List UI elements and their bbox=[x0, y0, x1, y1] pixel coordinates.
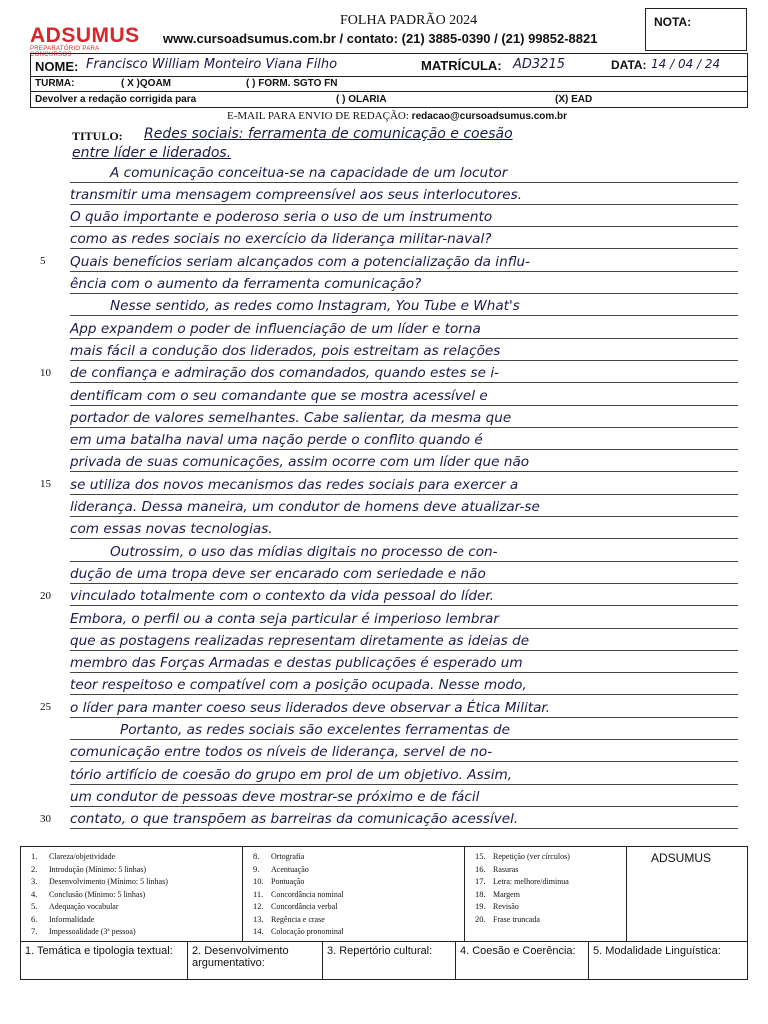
essay-line-text: de confiança e admiração dos comandados, quando estes se i- bbox=[70, 365, 499, 382]
criterion-item bbox=[253, 876, 304, 886]
score-field[interactable]: 3. Repertório cultural: bbox=[323, 942, 456, 979]
class-row bbox=[30, 77, 748, 92]
criterion-number: 14. bbox=[253, 926, 264, 936]
essay-line-text: com essas novas tecnologias. bbox=[70, 521, 273, 538]
criterion-number: 3. bbox=[31, 876, 38, 886]
essay-line-text: comunicação entre todos os níveis de liderança, servel de no- bbox=[70, 744, 493, 761]
title-label: TITULO: bbox=[72, 129, 123, 143]
return-label: Devolver a redação corrigida para bbox=[35, 94, 197, 105]
criterion-number: 6. bbox=[31, 913, 38, 924]
essay-line bbox=[70, 517, 738, 540]
essay-line bbox=[70, 294, 738, 317]
criterion-number: 19. bbox=[475, 901, 486, 911]
essay-line-text: portador de valores semelhantes. Cabe salientar, da mesma que bbox=[70, 409, 512, 426]
criterion-item bbox=[31, 901, 119, 911]
essay-line-text: O quão importante e poderoso seria o uso de um instrumento bbox=[70, 209, 493, 226]
line-number: 25 bbox=[40, 701, 51, 714]
logo-tagline: PREPARATÓRIO PARA CONCURSOS bbox=[30, 46, 100, 58]
criterion-label: Ortografia bbox=[271, 852, 305, 861]
line-number: 15 bbox=[40, 478, 51, 491]
essay-line bbox=[70, 807, 738, 830]
essay-line-text: dentificam com o seu comandante que se mostra acessível e bbox=[70, 387, 488, 404]
title-line-2: entre líder e liderados. bbox=[72, 145, 232, 161]
criterion-item bbox=[31, 851, 115, 861]
essay-line bbox=[70, 361, 738, 384]
essay-line-text: transmitir uma mensagem compreensível aos seus interlocutores. bbox=[70, 186, 523, 203]
criteria-panel bbox=[20, 846, 748, 942]
essay-line-text: Portanto, as redes sociais são excelentes ferramentas de bbox=[120, 722, 510, 738]
return-option-olaria[interactable]: ( ) OLARIA bbox=[336, 94, 387, 105]
essay-line bbox=[70, 584, 738, 607]
criterion-item bbox=[31, 864, 146, 874]
registration-label: MATRÍCULA: bbox=[421, 58, 502, 73]
criterion-label: Acentuação bbox=[271, 864, 309, 874]
criterion-label: Adequação vocabular bbox=[49, 902, 119, 911]
criterion-item bbox=[253, 889, 344, 899]
criterion-number: 18. bbox=[475, 888, 486, 899]
line-number: 10 bbox=[40, 366, 51, 379]
score-field[interactable]: 4. Coesão e Coerência: bbox=[456, 942, 589, 979]
criterion-item bbox=[31, 876, 168, 886]
essay-line bbox=[70, 606, 738, 629]
essay-line bbox=[70, 316, 738, 339]
criterion-label: Desenvolvimento (Mínimo: 5 linhas) bbox=[49, 877, 168, 886]
essay-line-text: dução de uma tropa deve ser encarado com seriedade e não bbox=[70, 565, 486, 582]
essay-line-text: liderança. Dessa maneira, um condutor de homens deve atualizar-se bbox=[70, 499, 540, 515]
essay-line bbox=[70, 428, 738, 451]
line-number: 30 bbox=[40, 812, 51, 825]
essay-line-text: App expandem o poder de influenciação de um líder e torna bbox=[70, 320, 481, 337]
criterion-label: Concordância verbal bbox=[271, 902, 338, 911]
name-field[interactable]: Francisco William Monteiro Viana Filho bbox=[86, 57, 338, 72]
essay-line-text: se utiliza dos novos mecanismos das redes sociais para exercer a bbox=[70, 476, 519, 493]
essay-line bbox=[70, 450, 738, 473]
essay-line-text: Outrossim, o uso das mídias digitais no processo de con- bbox=[110, 543, 498, 560]
essay-line-text: tório artifício de coesão do grupo em prol de um objetivo. Assim, bbox=[70, 766, 513, 783]
criterion-number: 11. bbox=[253, 888, 264, 899]
criterion-number: 9. bbox=[253, 863, 260, 874]
criterion-label: Informalidade bbox=[49, 914, 95, 924]
criterion-number: 5. bbox=[31, 901, 38, 911]
essay-line-text: em uma batalha naval uma nação perde o conflito quando é bbox=[70, 432, 483, 449]
criterion-label: Pontuação bbox=[271, 877, 305, 886]
criterion-label: Colocação pronominal bbox=[271, 927, 344, 936]
page-title: FOLHA PADRÃO 2024 bbox=[340, 13, 478, 28]
criteria-column-2 bbox=[243, 847, 465, 941]
essay-line bbox=[70, 561, 738, 584]
score-field[interactable]: 2. Desenvolvimento argumentativo: bbox=[188, 942, 323, 979]
essay-line bbox=[70, 338, 738, 361]
grade-box[interactable] bbox=[645, 8, 747, 51]
essay-body[interactable] bbox=[30, 160, 748, 830]
date-field[interactable]: 14 / 04 / 24 bbox=[651, 57, 721, 71]
essay-line-text: membro das Forças Armadas e destas publicações é esperado um bbox=[70, 655, 523, 672]
essay-line-text: contato, o que transpõem as barreiras da comunicação acessível. bbox=[70, 811, 519, 828]
criterion-item bbox=[253, 901, 337, 911]
line-number: 5 bbox=[40, 255, 46, 268]
essay-line-text: vinculado totalmente com o contexto da vida pessoal do líder. bbox=[70, 588, 495, 605]
date-label: DATA: bbox=[611, 58, 647, 72]
logo-brand: ADSUMUS bbox=[30, 24, 140, 47]
criterion-label: Conclusão (Mínimo: 5 linhas) bbox=[49, 889, 146, 899]
criterion-number: 1. bbox=[31, 851, 38, 861]
criterion-label: Letra: melhore/diminua bbox=[493, 877, 569, 886]
criterion-label: Regência e crase bbox=[271, 914, 325, 924]
essay-line bbox=[70, 673, 738, 696]
essay-line bbox=[70, 205, 738, 228]
essay-line bbox=[70, 405, 738, 428]
essay-line bbox=[70, 784, 738, 807]
criterion-item bbox=[31, 926, 136, 936]
essay-line-text: como as redes sociais no exercício da liderança militar-naval? bbox=[70, 231, 492, 248]
email-address[interactable]: redacao@cursoadsumus.com.br bbox=[411, 111, 568, 122]
criterion-number: 13. bbox=[253, 913, 264, 924]
criterion-item bbox=[475, 864, 518, 874]
return-option-ead[interactable]: (X) EAD bbox=[555, 94, 593, 105]
essay-line bbox=[70, 628, 738, 651]
criterion-item bbox=[253, 926, 344, 936]
criteria-column-3 bbox=[465, 847, 627, 941]
essay-line-text: um condutor de pessoas deve mostrar-se próximo e de fácil bbox=[70, 788, 480, 805]
criterion-number: 20. bbox=[475, 913, 486, 924]
essay-line bbox=[70, 383, 738, 406]
criterion-number: 2. bbox=[31, 863, 38, 874]
grade-label: NOTA: bbox=[654, 15, 692, 29]
criterion-item bbox=[475, 901, 519, 911]
essay-line-text: ência com o aumento da ferramenta comunicação? bbox=[70, 276, 422, 292]
criterion-label: Concordância nominal bbox=[271, 889, 344, 899]
criterion-label: Revisão bbox=[493, 902, 519, 911]
essay-line-text: que as postagens realizadas representam diretamente as ideias de bbox=[70, 632, 530, 649]
line-number: 20 bbox=[40, 589, 51, 602]
criterion-number: 10. bbox=[253, 876, 264, 886]
criterion-number: 4. bbox=[31, 888, 38, 899]
name-label: NOME: bbox=[35, 59, 79, 74]
essay-line bbox=[70, 539, 738, 562]
essay-line-text: Embora, o perfil ou a conta seja particular é imperioso lembrar bbox=[70, 610, 499, 627]
essay-line bbox=[70, 695, 738, 718]
essay-line-text: A comunicação conceitua-se na capacidade de um locutor bbox=[110, 164, 508, 181]
criterion-item bbox=[31, 889, 145, 899]
criteria-column-1 bbox=[21, 847, 243, 941]
email-label: E-MAIL PARA ENVIO DE REDAÇÃO: bbox=[227, 110, 409, 122]
essay-line-text: privada de suas comunicações, assim ocorre com um líder que não bbox=[70, 454, 530, 471]
criterion-item bbox=[253, 864, 309, 874]
criterion-item bbox=[475, 889, 520, 899]
essay-line bbox=[70, 472, 738, 495]
score-row bbox=[20, 942, 748, 980]
criterion-item bbox=[253, 851, 304, 861]
essay-line bbox=[70, 651, 738, 674]
essay-line bbox=[70, 249, 738, 272]
criteria-brand: ADSUMUS bbox=[651, 851, 712, 865]
criterion-item bbox=[475, 851, 570, 861]
criterion-item bbox=[31, 914, 94, 924]
criterion-number: 8. bbox=[253, 851, 260, 861]
criterion-label: Clareza/objetividade bbox=[49, 852, 116, 861]
criterion-label: Margem bbox=[493, 889, 520, 899]
essay-line-text: mais fácil a condução dos liderados, pois estreitam as relações bbox=[70, 342, 501, 359]
contact-info: www.cursoadsumus.com.br / contato: (21) 3885-0390 / (21) 99852-8821 bbox=[163, 31, 598, 46]
criterion-label: Rasuras bbox=[493, 864, 519, 874]
essay-line bbox=[70, 272, 738, 295]
essay-line-text: Quais benefícios seriam alcançados com a potencialização da influ- bbox=[70, 253, 530, 270]
class-label: TURMA: bbox=[35, 78, 75, 89]
essay-line-text: Nesse sentido, as redes como Instagram, You Tube e What's bbox=[110, 298, 520, 315]
essay-line bbox=[70, 740, 738, 763]
essay-line bbox=[70, 718, 738, 741]
name-row bbox=[30, 53, 748, 77]
criterion-number: 15. bbox=[475, 851, 486, 861]
criterion-label: Repetição (ver círculos) bbox=[493, 852, 570, 861]
criterion-item bbox=[253, 914, 325, 924]
criterion-label: Impessoalidade (3ª pessoa) bbox=[49, 927, 136, 936]
criterion-label: Frase truncada bbox=[493, 914, 540, 924]
class-option-sgto[interactable]: ( ) FORM. SGTO FN bbox=[246, 78, 338, 89]
essay-line bbox=[70, 182, 738, 205]
criterion-number: 16. bbox=[475, 863, 486, 874]
essay-line-text: o líder para manter coeso seus liderados deve observar a Ética Militar. bbox=[70, 699, 551, 716]
criterion-label: Introdução (Mínimo: 5 linhas) bbox=[49, 864, 147, 874]
essay-line-text: teor respeitoso e compatível com a posição ocupada. Nesse modo, bbox=[70, 677, 527, 694]
criterion-number: 7. bbox=[31, 926, 38, 936]
return-row bbox=[30, 92, 748, 108]
title-line-1: Redes sociais: ferramenta de comunicação e coesão bbox=[144, 126, 513, 142]
essay-line bbox=[70, 762, 738, 785]
essay-line bbox=[70, 227, 738, 250]
criterion-item bbox=[475, 876, 569, 886]
email-line bbox=[227, 110, 567, 122]
criterion-number: 17. bbox=[475, 876, 486, 886]
criterion-item bbox=[475, 914, 540, 924]
class-option-qoam[interactable]: ( X )QOAM bbox=[121, 78, 171, 89]
essay-line bbox=[70, 160, 738, 183]
score-field[interactable]: 5. Modalidade Linguística: bbox=[593, 945, 721, 957]
criterion-number: 12. bbox=[253, 901, 264, 911]
registration-field[interactable]: AD3215 bbox=[513, 57, 565, 72]
essay-line bbox=[70, 495, 738, 518]
score-field[interactable]: 1. Temática e tipologia textual: bbox=[21, 942, 188, 979]
